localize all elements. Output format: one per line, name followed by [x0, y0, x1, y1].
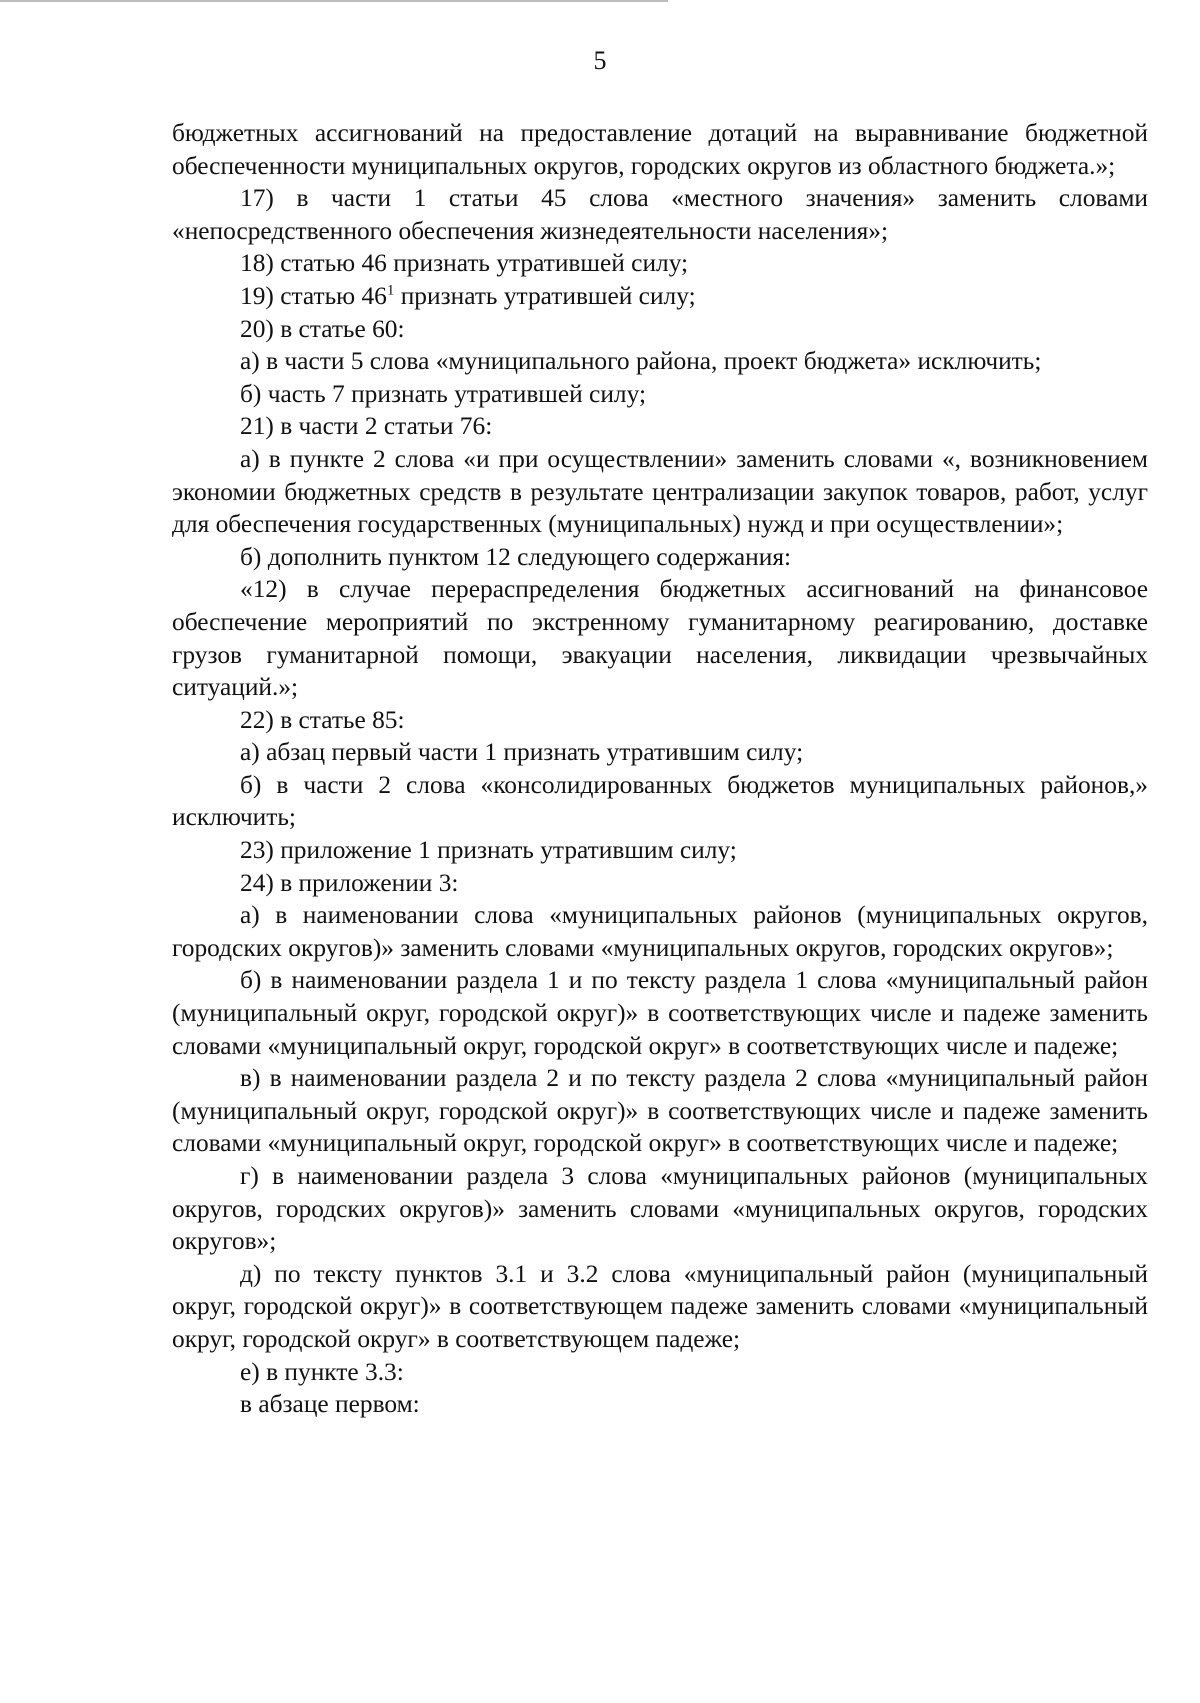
paragraph-item-22a: а) абзац первый части 1 признать утратившим силу; [240, 738, 804, 767]
paragraph-item-24a: а) в наименовании слова «муниципальных районов (муниципальных округов, городских округов)» заменить словами «муниципальных округов, городских округов»; [172, 901, 1148, 962]
paragraph-item-22b: б) в части 2 слова «консолидированных бюджетов муниципальных районов,» исключить; [172, 770, 1148, 832]
paragraph-item-24d: д) по тексту пунктов 3.1 и 3.2 слова «муниципальный район (муниципальный округ, городской округ)» в соответствующем падеже заменить словами «муниципальный округ, городской округ» в соответствующем падеже; [172, 1259, 1148, 1353]
paragraph-point-12: «12) в случае перераспределения бюджетных ассигнований на финансовое обеспечение мероприятий по экстренному гуманитарному реагированию, доставке грузов гуманитарной помощи, эвакуации населения, ликвидации чрезвычайных ситуаций.»; [172, 575, 1148, 702]
paragraph-item-20a: а) в части 5 слова «муниципального района, проект бюджета» исключить; [240, 347, 1042, 376]
paragraph-item-20b: б) часть 7 признать утратившей силу; [240, 379, 647, 408]
paragraph-item-19-text: 19) статью 46 [240, 281, 387, 310]
top-rule-divider [0, 0, 668, 2]
paragraph-continuation: бюджетных ассигнований на предоставление дотаций на выравнивание бюджетной обеспеченности муниципальных округов, городских округов из областного бюджета.»; [172, 119, 1148, 180]
paragraph-item-18: 18) статью 46 признать утратившей силу; [240, 249, 689, 278]
paragraph-item-23: 23) приложение 1 признать утратившим силу; [240, 836, 737, 865]
paragraph-item-20: 20) в статье 60: [240, 314, 405, 343]
paragraph-item-21b: б) дополнить пунктом 12 следующего содержания: [240, 542, 792, 571]
page-number: 5 [593, 46, 607, 75]
paragraph-item-24g: г) в наименовании раздела 3 слова «муниципальных районов (муниципальных округов, городских округов)» заменить словами «муниципальных округов, городских округов»; [172, 1162, 1148, 1256]
paragraph-item-21: 21) в части 2 статьи 76: [240, 412, 493, 441]
paragraph-item-22: 22) в статье 85: [240, 705, 405, 734]
paragraph-item-24e: е) в пункте 3.3: [240, 1357, 404, 1386]
paragraph-item-24v: в) в наименовании раздела 2 и по тексту раздела 2 слова «муниципальный район (муниципальный округ, городской округ)» в соответствующих числе и падеже заменить словами «муниципальный округ, городской округ» в соответствующих числе и падеже; [172, 1064, 1148, 1158]
paragraph-item-24b: б) в наименовании раздела 1 и по тексту раздела 1 слова «муниципальный район (муниципальный округ, городской округ)» в соответствующих числе и падеже заменить словами «муниципальный округ, городской округ» в соответствующих числе и падеже; [172, 966, 1148, 1060]
superscript-index: 1 [386, 282, 395, 299]
paragraph-first-abzats: в абзаце первом: [240, 1390, 420, 1419]
paragraph-item-24: 24) в приложении 3: [240, 868, 459, 897]
paragraph-item-17: 17) в части 1 статьи 45 слова «местного значения» заменить словами «непосредственного обеспечения жизнедеятельности населения»; [172, 184, 1148, 245]
paragraph-item-21a: а) в пункте 2 слова «и при осуществлении» заменить словами «, возникновением экономии бюджетных средств в результате централизации закупок товаров, работ, услуг для обеспечения государственных (муниципальных) нужд и при осуществлении»; [172, 444, 1148, 539]
paragraph-item-19-tail: признать утратившей силу; [394, 281, 696, 310]
paragraph-item-19 [172, 280, 1148, 313]
document-body [172, 117, 1148, 1421]
